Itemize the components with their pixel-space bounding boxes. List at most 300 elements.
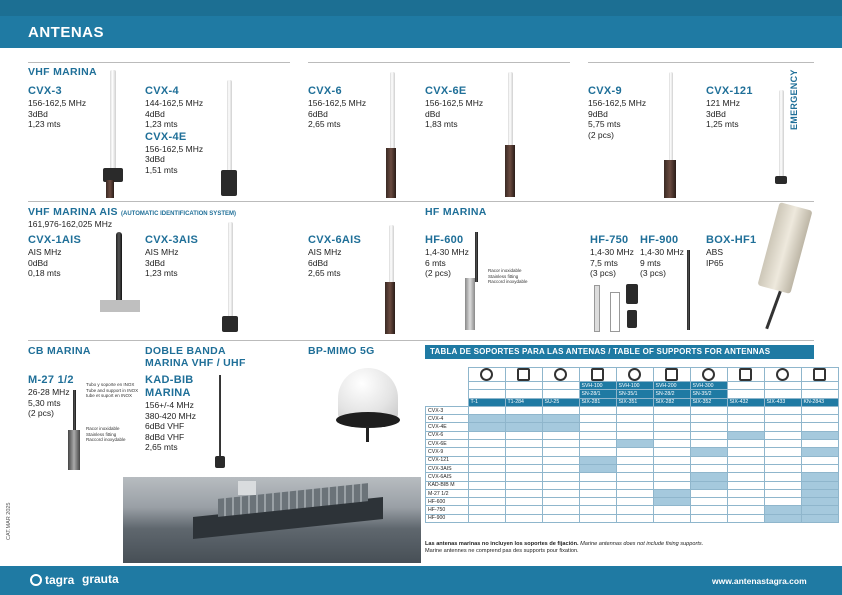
antenna-image xyxy=(73,390,76,432)
disclaimer-fr: Marine antennes ne comprend pas des supports pour fixation. xyxy=(425,548,579,554)
column-label: SN-28/1 xyxy=(579,390,616,398)
bracket-icon xyxy=(776,368,789,381)
table-cell xyxy=(542,423,579,431)
spec-pieces: (2 pcs) xyxy=(28,408,54,418)
table-cell xyxy=(579,456,616,464)
product-cvx9 xyxy=(588,85,646,140)
table-cell xyxy=(579,514,616,522)
table-cell xyxy=(542,473,579,481)
divider xyxy=(28,340,814,341)
product-hf600 xyxy=(425,234,469,279)
ais-frequency: 161,976-162,025 MHz xyxy=(28,219,113,229)
spec-length: 2,65 mts xyxy=(308,268,341,278)
table-cell xyxy=(690,498,727,506)
table-cell xyxy=(727,464,764,472)
antenna-image xyxy=(508,72,513,152)
column-label xyxy=(727,390,764,398)
spec-length: 1,23 mts xyxy=(145,268,178,278)
bracket-icon xyxy=(702,368,715,381)
spec-gain: 6dBd xyxy=(308,257,328,268)
antenna-image xyxy=(219,375,221,460)
column-label xyxy=(801,390,838,398)
spec-gain: 3dBd xyxy=(145,257,165,268)
page-title: ANTENAS xyxy=(28,24,105,41)
antenna-image xyxy=(390,72,395,152)
table-row xyxy=(426,415,839,423)
product-name: MARINA xyxy=(145,387,191,399)
product-cvx3ais xyxy=(145,234,198,279)
table-cell xyxy=(764,406,801,414)
spec-freq: 144-162,5 MHz xyxy=(145,98,204,108)
table-cell xyxy=(653,456,690,464)
disclaimer xyxy=(425,541,703,555)
table-cell xyxy=(653,440,690,448)
table-cell xyxy=(616,514,653,522)
table-cell xyxy=(468,498,505,506)
column-label: SIX-282 xyxy=(653,398,690,406)
spec-gain: 6dBd xyxy=(308,108,328,119)
section-doble-banda xyxy=(145,345,246,369)
column-label: T1-284 xyxy=(505,398,542,406)
note-line: Tubo y soporte en INOX xyxy=(86,382,135,387)
antenna-image xyxy=(389,225,394,285)
note-line: Stainless fitting xyxy=(488,273,519,279)
table-cell xyxy=(616,489,653,497)
spec-gain: 8dBd VHF xyxy=(145,431,185,442)
cable-image xyxy=(366,426,369,442)
spec-freq: 156-162,5 MHz xyxy=(425,98,484,108)
table-row xyxy=(426,431,839,439)
table-cell xyxy=(690,464,727,472)
table-cell xyxy=(579,431,616,439)
row-label: M-27 1/2 xyxy=(426,489,469,497)
brand-tagra: tagra xyxy=(45,573,75,587)
row-label: CVX-9 xyxy=(426,448,469,456)
product-cvx1ais xyxy=(28,234,81,279)
antenna-image xyxy=(110,70,116,180)
spec-length: 1,51 mts xyxy=(145,164,178,175)
table-cell xyxy=(579,440,616,448)
spec-freq: AIS MHz xyxy=(28,247,62,257)
table-cell xyxy=(653,481,690,489)
table-cell xyxy=(690,440,727,448)
table-cell xyxy=(727,473,764,481)
table-cell xyxy=(542,448,579,456)
table-cell xyxy=(653,448,690,456)
product-cvx6ais xyxy=(308,234,361,279)
mast-image xyxy=(386,148,396,198)
column-label: SIX-433 xyxy=(764,398,801,406)
spec-length: 5,75 mts xyxy=(588,119,621,129)
table-cell xyxy=(616,448,653,456)
table-cell xyxy=(653,406,690,414)
spec-length: 0,18 mts xyxy=(28,268,61,278)
column-label: KN-2843 xyxy=(801,398,838,406)
spec-freq: 121 MHz xyxy=(706,98,741,108)
tagra-logo-icon xyxy=(30,574,42,586)
spec-length: 7,5 mts xyxy=(590,257,618,268)
column-label xyxy=(727,382,764,390)
table-cell xyxy=(616,456,653,464)
table-cell xyxy=(727,456,764,464)
spec-freq: AIS MHz xyxy=(308,247,342,257)
row-label: CVX-6E xyxy=(426,440,469,448)
mount-image xyxy=(775,176,787,184)
table-cell xyxy=(468,415,505,423)
table-cell xyxy=(542,415,579,423)
table-row xyxy=(426,473,839,481)
table-cell xyxy=(468,514,505,522)
table-cell xyxy=(690,456,727,464)
table-cell xyxy=(616,506,653,514)
table-corner xyxy=(426,368,469,382)
support-icon xyxy=(579,368,616,382)
table-cell xyxy=(579,489,616,497)
table-cell xyxy=(801,498,838,506)
table-cell xyxy=(542,431,579,439)
column-label: SVH-100 xyxy=(579,382,616,390)
column-label: SU-25 xyxy=(542,398,579,406)
row-label: CVX-4E xyxy=(426,423,469,431)
table-cell xyxy=(727,514,764,522)
disclaimer-en: Marine antennas does not include fixing supports. xyxy=(580,541,704,547)
catalog-code: CAT.MAR 2025 xyxy=(6,502,12,540)
footer-bar xyxy=(0,566,842,595)
antenna-image xyxy=(594,285,600,332)
table-cell xyxy=(727,423,764,431)
table-cell xyxy=(690,473,727,481)
column-label: SN-35/2 xyxy=(690,390,727,398)
spec-length: 1,23 mts xyxy=(145,119,178,129)
spec-freq: 1,4-30 MHz xyxy=(640,247,684,257)
product-name: CVX-9 xyxy=(588,85,622,97)
table-cell xyxy=(468,448,505,456)
mast-image xyxy=(505,145,515,197)
table-cell xyxy=(542,481,579,489)
antenna-image xyxy=(669,72,673,162)
table-cell xyxy=(653,431,690,439)
table-cell xyxy=(505,481,542,489)
antenna-image xyxy=(687,250,690,330)
table-row xyxy=(426,489,839,497)
table-cell xyxy=(542,440,579,448)
column-label: SVH-300 xyxy=(690,382,727,390)
table-row xyxy=(426,464,839,472)
table-cell xyxy=(616,464,653,472)
antenna-image xyxy=(227,80,232,180)
section-hf-marina: HF MARINA xyxy=(425,206,487,218)
column-label: SIX-432 xyxy=(727,398,764,406)
support-icon xyxy=(468,368,505,382)
table-cell xyxy=(468,481,505,489)
table-row xyxy=(426,481,839,489)
table-cell xyxy=(579,498,616,506)
spec-pieces: (3 pcs) xyxy=(640,268,666,278)
divider xyxy=(308,62,570,63)
section-title: MARINA VHF / UHF xyxy=(145,357,246,369)
table-cell xyxy=(801,464,838,472)
spec-gain: dBd xyxy=(425,108,441,119)
product-name: CVX-1AIS xyxy=(28,234,82,246)
table-row xyxy=(426,423,839,431)
table-cell xyxy=(764,464,801,472)
product-cvx4 xyxy=(145,85,203,175)
product-cvx6 xyxy=(308,85,366,130)
table-cell xyxy=(468,406,505,414)
spec-length: 6 mts xyxy=(425,257,446,268)
note-line: Racor inoxidable xyxy=(86,426,120,431)
mount-image xyxy=(100,300,140,312)
column-label xyxy=(505,382,542,390)
section-bp-mimo: BP-MIMO 5G xyxy=(308,345,375,357)
bracket-icon xyxy=(813,368,826,381)
column-label: SVH-200 xyxy=(653,382,690,390)
table-row xyxy=(426,498,839,506)
product-name: CVX-4 xyxy=(145,85,179,97)
spec-ip: IP65 xyxy=(706,257,724,268)
spec-gain: 3dBd xyxy=(706,108,726,119)
table-cell xyxy=(579,464,616,472)
product-m27 xyxy=(28,374,74,419)
table-cell xyxy=(801,415,838,423)
table-cell xyxy=(727,406,764,414)
table-cell xyxy=(505,506,542,514)
section-vhf-marina: VHF MARINA xyxy=(28,66,97,78)
spec-freq: 26-28 MHz xyxy=(28,387,70,397)
spec-length: 9 mts xyxy=(640,257,661,268)
spec-gain: 6dBd VHF xyxy=(145,421,185,431)
table-cell xyxy=(616,406,653,414)
table-cell xyxy=(505,464,542,472)
column-label xyxy=(468,390,505,398)
top-strip xyxy=(0,0,842,16)
spec-freq: 1,4-30 MHz xyxy=(425,247,469,257)
table-cell xyxy=(468,431,505,439)
table-cell xyxy=(764,514,801,522)
spec-gain: 3dBd xyxy=(145,154,165,164)
table-cell xyxy=(505,514,542,522)
table-cell xyxy=(505,456,542,464)
column-label xyxy=(764,382,801,390)
table-cell xyxy=(653,489,690,497)
table-cell xyxy=(653,506,690,514)
table-cell xyxy=(616,481,653,489)
product-name: M-27 1/2 xyxy=(28,374,74,386)
note-line: tube et suport en INOX xyxy=(86,393,133,398)
product-name: CVX-3 xyxy=(28,85,62,97)
note-line: Tube and support in INOX xyxy=(86,387,139,393)
spec-freq: 156-162,5 MHz xyxy=(28,98,87,108)
product-name: CVX-3AIS xyxy=(145,234,199,246)
table-cell xyxy=(616,440,653,448)
spec-gain: 9dBd xyxy=(588,108,608,119)
table-cell xyxy=(579,506,616,514)
product-cvx6e xyxy=(425,85,483,130)
antenna-image xyxy=(475,232,478,282)
table-row xyxy=(426,514,839,522)
column-label xyxy=(542,382,579,390)
spec-gain: 4dBd xyxy=(145,108,165,119)
table-cell xyxy=(505,448,542,456)
table-cell xyxy=(801,473,838,481)
table-cell xyxy=(801,506,838,514)
bracket-icon xyxy=(591,368,604,381)
note-line: Raccord inoxydable xyxy=(488,279,528,284)
table-cell xyxy=(690,415,727,423)
table-cell xyxy=(542,456,579,464)
table-cell xyxy=(505,498,542,506)
section-title: DOBLE BANDA xyxy=(145,345,226,357)
table-cell xyxy=(727,431,764,439)
table-cell xyxy=(727,498,764,506)
row-label: CVX-6AIS xyxy=(426,473,469,481)
fitting-image xyxy=(465,278,475,330)
support-icon xyxy=(764,368,801,382)
bracket-icon xyxy=(554,368,567,381)
mount-image xyxy=(626,284,638,304)
table-cell xyxy=(764,473,801,481)
spec-gain: 0dBd xyxy=(28,257,48,268)
product-name: CVX-6AIS xyxy=(308,234,362,246)
row-label: CVX-6 xyxy=(426,431,469,439)
emergency-label: EMERGENCY xyxy=(789,69,799,130)
table-cell xyxy=(764,423,801,431)
website-url: www.antenastagra.com xyxy=(712,576,807,586)
disclaimer-es: Las antenas marinas no incluyen los soportes de fijación. xyxy=(425,541,579,547)
table-row xyxy=(426,456,839,464)
supports-table xyxy=(425,367,839,523)
spec-freq: 156-162,5 MHz xyxy=(308,98,367,108)
product-name: HF-900 xyxy=(640,234,679,246)
table-cell xyxy=(764,481,801,489)
table-cell xyxy=(468,456,505,464)
bracket-icon xyxy=(665,368,678,381)
row-label: CVX-121 xyxy=(426,456,469,464)
table-cell xyxy=(801,514,838,522)
column-label: SIX-352 xyxy=(690,398,727,406)
note-line: Stainless fitting xyxy=(86,431,117,437)
table-cell xyxy=(468,440,505,448)
table-cell xyxy=(653,423,690,431)
table-cell xyxy=(727,440,764,448)
divider xyxy=(28,201,814,202)
row-label: KAD-BIB M xyxy=(426,481,469,489)
table-cell xyxy=(764,448,801,456)
column-label: SVH-100 xyxy=(616,382,653,390)
section-subtitle: (AUTOMATIC IDENTIFICATION SYSTEM) xyxy=(120,211,236,217)
table-cell xyxy=(616,431,653,439)
mount-image xyxy=(215,456,225,468)
section-title: VHF MARINA AIS xyxy=(28,206,118,218)
support-icon xyxy=(542,368,579,382)
table-cell xyxy=(727,481,764,489)
table-cell xyxy=(505,473,542,481)
product-name: HF-750 xyxy=(590,234,629,246)
table-cell xyxy=(542,406,579,414)
spec-length: 1,25 mts xyxy=(706,119,739,129)
spec-length: 5,30 mts xyxy=(28,397,61,408)
table-cell xyxy=(764,456,801,464)
cable-image xyxy=(765,291,781,330)
ship-photo xyxy=(123,477,421,563)
tube-note xyxy=(86,382,138,399)
table-cell xyxy=(579,406,616,414)
table-cell xyxy=(505,406,542,414)
product-name: CVX-4E xyxy=(145,130,187,143)
spec-pieces: (2 pcs) xyxy=(588,129,614,140)
product-name: CVX-6 xyxy=(308,85,342,97)
table-cell xyxy=(764,489,801,497)
column-label xyxy=(764,390,801,398)
table-cell xyxy=(690,406,727,414)
spec-freq: 380-420 MHz xyxy=(145,410,197,421)
table-cell xyxy=(616,473,653,481)
section-cb-marina: CB MARINA xyxy=(28,345,91,357)
column-label: SIX-281 xyxy=(579,398,616,406)
bracket-icon xyxy=(739,368,752,381)
table-cell xyxy=(727,415,764,423)
box-hf1-image xyxy=(757,202,812,294)
table-cell xyxy=(505,489,542,497)
row-label: CVX-3AIS xyxy=(426,464,469,472)
table-row xyxy=(426,406,839,414)
product-cvx3 xyxy=(28,85,86,130)
row-label: CVX-3 xyxy=(426,406,469,414)
product-cvx121 xyxy=(706,85,753,130)
product-name: HF-600 xyxy=(425,234,464,246)
table-cell xyxy=(542,489,579,497)
spec-length: 2,65 mts xyxy=(145,442,178,452)
table-cell xyxy=(801,456,838,464)
note-line: Racor inoxidable xyxy=(488,268,522,273)
note-line: Raccord inoxydable xyxy=(86,437,126,442)
table-cell xyxy=(690,448,727,456)
bracket-icon xyxy=(628,368,641,381)
support-icon xyxy=(653,368,690,382)
table-cell xyxy=(579,481,616,489)
spec-freq: 1,4-30 MHz xyxy=(590,247,634,257)
antenna-image xyxy=(610,292,620,332)
mount-image xyxy=(627,310,637,328)
table-cell xyxy=(468,473,505,481)
table-cell xyxy=(468,489,505,497)
table-cell xyxy=(764,506,801,514)
support-icon xyxy=(505,368,542,382)
table-cell xyxy=(801,481,838,489)
table-cell xyxy=(542,514,579,522)
table-cell xyxy=(468,423,505,431)
product-name: BOX-HF1 xyxy=(706,234,757,246)
product-kadbib xyxy=(145,374,196,453)
row-label: HF-600 xyxy=(426,498,469,506)
support-icon xyxy=(801,368,838,382)
mast-image xyxy=(106,180,114,198)
table-cell xyxy=(505,440,542,448)
bracket-icon xyxy=(517,368,530,381)
table-cell xyxy=(727,448,764,456)
table-cell xyxy=(653,464,690,472)
antenna-image xyxy=(228,222,233,322)
product-hf750 xyxy=(590,234,634,279)
spec-freq: 156-162,5 MHz xyxy=(588,98,647,108)
table-cell xyxy=(542,506,579,514)
column-label xyxy=(542,390,579,398)
row-label: HF-750 xyxy=(426,506,469,514)
support-icon xyxy=(727,368,764,382)
table-cell xyxy=(505,423,542,431)
product-hf900 xyxy=(640,234,684,279)
table-cell xyxy=(616,415,653,423)
